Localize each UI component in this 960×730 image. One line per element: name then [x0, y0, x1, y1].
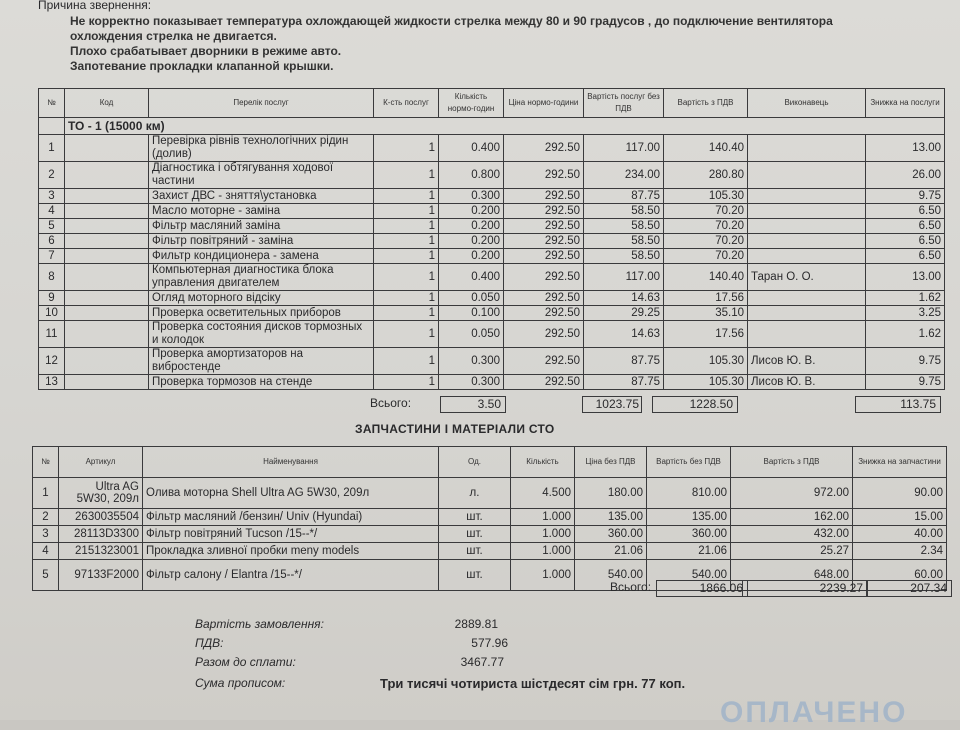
service-gross-cell: 140.40 [664, 264, 748, 291]
part-price-cell: 360.00 [575, 526, 647, 543]
part-unit-cell: л. [439, 478, 511, 509]
service-gross-cell: 35.10 [664, 306, 748, 321]
part-num-cell: 4 [33, 543, 59, 560]
service-row [39, 348, 945, 375]
service-price-cell: 292.50 [504, 189, 584, 204]
parts-total-net: 1866.06 [656, 580, 748, 597]
part-discount-cell: 40.00 [853, 526, 947, 543]
service-row [39, 189, 945, 204]
part-price-cell: 21.06 [575, 543, 647, 560]
service-num-cell: 6 [39, 234, 65, 249]
service-qty-cell: 1 [374, 348, 439, 375]
part-article-cell: 2151323001 [59, 543, 143, 560]
service-hours-cell: 0.050 [439, 321, 504, 348]
service-discount-cell: 3.25 [866, 306, 945, 321]
service-hours-cell: 0.050 [439, 291, 504, 306]
total-pay-label: Разом до сплати: [195, 655, 296, 669]
part-unit-cell: шт. [439, 560, 511, 591]
service-gross-cell: 105.30 [664, 375, 748, 390]
reason-title: Причина звернення: [38, 0, 152, 12]
part-price-cell: 180.00 [575, 478, 647, 509]
part-qty-cell: 4.500 [511, 478, 575, 509]
service-code-cell [65, 162, 149, 189]
part-net-cell: 810.00 [647, 478, 731, 509]
service-discount-cell: 9.75 [866, 189, 945, 204]
paid-stamp: ОПЛАЧЕНО [720, 696, 908, 729]
services-header-cell: № [39, 89, 65, 118]
services-header-cell: Перелік послуг [149, 89, 374, 118]
service-code-cell [65, 249, 149, 264]
service-row [39, 306, 945, 321]
service-code-cell [65, 375, 149, 390]
service-discount-cell: 9.75 [866, 375, 945, 390]
service-name-cell: Перевірка рівнів технологічних рідин (долив) [149, 135, 374, 162]
service-price-cell: 292.50 [504, 135, 584, 162]
service-hours-cell: 0.400 [439, 135, 504, 162]
part-name-cell: Фільтр масляний /бензин/ Univ (Hyundai) [143, 509, 439, 526]
part-net-cell: 360.00 [647, 526, 731, 543]
services-total-row [0, 396, 960, 412]
service-executor-cell [748, 249, 866, 264]
service-net-cell: 117.00 [584, 135, 664, 162]
part-qty-cell: 1.000 [511, 526, 575, 543]
service-net-cell: 234.00 [584, 162, 664, 189]
part-name-cell: Прокладка зливної пробки meny models [143, 543, 439, 560]
part-price-cell: 540.00 [575, 560, 647, 591]
part-discount-cell: 15.00 [853, 509, 947, 526]
service-hours-cell: 0.300 [439, 189, 504, 204]
service-num-cell: 7 [39, 249, 65, 264]
service-num-cell: 12 [39, 348, 65, 375]
service-qty-cell: 1 [374, 234, 439, 249]
service-num-cell: 13 [39, 375, 65, 390]
services-header-row [39, 89, 945, 118]
order-cost-value: 2889.81 [454, 617, 498, 631]
service-row [39, 249, 945, 264]
service-price-cell: 292.50 [504, 291, 584, 306]
section-title-cell: ТО - 1 (15000 км) [65, 118, 945, 135]
services-header-cell: Вартість послуг без ПДВ [584, 89, 664, 118]
part-discount-cell: 90.00 [853, 478, 947, 509]
service-price-cell: 292.50 [504, 306, 584, 321]
services-total-label: Всього: [370, 396, 412, 410]
service-name-cell: Компьютерная диагностика блока управления двигателем [149, 264, 374, 291]
part-gross-cell: 648.00 [731, 560, 853, 591]
part-article-cell: 97133F2000 [59, 560, 143, 591]
services-total-gross: 1228.50 [652, 396, 738, 413]
service-code-cell [65, 204, 149, 219]
service-hours-cell: 0.300 [439, 375, 504, 390]
service-row [39, 135, 945, 162]
service-net-cell: 14.63 [584, 321, 664, 348]
section-blank-cell [39, 118, 65, 135]
service-qty-cell: 1 [374, 249, 439, 264]
part-qty-cell: 1.000 [511, 543, 575, 560]
service-row [39, 291, 945, 306]
part-gross-cell: 162.00 [731, 509, 853, 526]
service-net-cell: 87.75 [584, 348, 664, 375]
service-discount-cell: 6.50 [866, 219, 945, 234]
service-row [39, 234, 945, 249]
part-gross-cell: 972.00 [731, 478, 853, 509]
service-name-cell: Діагностика і обтягування ходової частини [149, 162, 374, 189]
parts-total-discount: 207.34 [866, 580, 952, 597]
vat-value: 577.96 [471, 636, 508, 650]
service-num-cell: 1 [39, 135, 65, 162]
part-row [33, 509, 947, 526]
service-name-cell: Проверка состояния дисков тормозных и колодок [149, 321, 374, 348]
part-article-cell: Ultra AG 5W30, 209л [59, 478, 143, 509]
service-executor-cell [748, 321, 866, 348]
service-gross-cell: 70.20 [664, 249, 748, 264]
service-executor-cell: Таран О. О. [748, 264, 866, 291]
service-num-cell: 8 [39, 264, 65, 291]
service-num-cell: 9 [39, 291, 65, 306]
service-hours-cell: 0.100 [439, 306, 504, 321]
part-num-cell: 5 [33, 560, 59, 591]
service-gross-cell: 280.80 [664, 162, 748, 189]
service-discount-cell: 6.50 [866, 204, 945, 219]
services-header-cell: Код [65, 89, 149, 118]
sum-in-words-label: Сума прописом: [195, 676, 286, 690]
services-header-cell: Кількість нормо-годин [439, 89, 504, 118]
service-discount-cell: 13.00 [866, 135, 945, 162]
parts-total-row [0, 580, 960, 596]
service-price-cell: 292.50 [504, 375, 584, 390]
part-unit-cell: шт. [439, 543, 511, 560]
service-price-cell: 292.50 [504, 249, 584, 264]
service-net-cell: 58.50 [584, 234, 664, 249]
service-net-cell: 58.50 [584, 204, 664, 219]
services-total-hours: 3.50 [440, 396, 506, 413]
parts-header-cell: Вартість без ПДВ [647, 447, 731, 478]
part-net-cell: 135.00 [647, 509, 731, 526]
service-name-cell: Огляд моторного відсіку [149, 291, 374, 306]
part-row [33, 478, 947, 509]
service-qty-cell: 1 [374, 189, 439, 204]
services-header-cell: Вартість з ПДВ [664, 89, 748, 118]
part-unit-cell: шт. [439, 526, 511, 543]
service-executor-cell [748, 162, 866, 189]
service-gross-cell: 105.30 [664, 189, 748, 204]
service-name-cell: Захист ДВС - зняття\установка [149, 189, 374, 204]
parts-header-row [33, 447, 947, 478]
parts-total-gross: 2239.27 [742, 580, 868, 597]
service-row [39, 204, 945, 219]
service-code-cell [65, 234, 149, 249]
service-row [39, 162, 945, 189]
summary-pay-row [0, 655, 960, 675]
complaint-line: Не корректно показывает температура охлождающей жидкости стрелка между 80 и 90 градусов , до подключение вентилятора [70, 14, 833, 28]
service-gross-cell: 70.20 [664, 234, 748, 249]
service-row [39, 375, 945, 390]
service-discount-cell: 6.50 [866, 234, 945, 249]
service-hours-cell: 0.200 [439, 249, 504, 264]
service-num-cell: 2 [39, 162, 65, 189]
service-qty-cell: 1 [374, 264, 439, 291]
service-qty-cell: 1 [374, 135, 439, 162]
parts-section-title: ЗАПЧАСТИНИ І МАТЕРІАЛИ СТО [355, 422, 555, 436]
service-gross-cell: 70.20 [664, 219, 748, 234]
service-num-cell: 5 [39, 219, 65, 234]
service-num-cell: 4 [39, 204, 65, 219]
parts-total-label: Всього: [610, 580, 652, 594]
services-table [38, 88, 945, 390]
service-qty-cell: 1 [374, 204, 439, 219]
complaint-line: Запотевание прокладки клапанной крышки. [70, 59, 334, 73]
service-qty-cell: 1 [374, 321, 439, 348]
service-name-cell: Проверка тормозов на стенде [149, 375, 374, 390]
part-net-cell: 21.06 [647, 543, 731, 560]
parts-header-cell: Артикул [59, 447, 143, 478]
parts-table [32, 446, 947, 591]
service-net-cell: 29.25 [584, 306, 664, 321]
service-price-cell: 292.50 [504, 204, 584, 219]
service-code-cell [65, 264, 149, 291]
service-net-cell: 87.75 [584, 375, 664, 390]
service-gross-cell: 17.56 [664, 291, 748, 306]
services-total-net: 1023.75 [582, 396, 642, 413]
service-executor-cell: Лисов Ю. В. [748, 375, 866, 390]
part-gross-cell: 432.00 [731, 526, 853, 543]
service-price-cell: 292.50 [504, 348, 584, 375]
service-price-cell: 292.50 [504, 264, 584, 291]
service-net-cell: 58.50 [584, 219, 664, 234]
parts-header-cell: Знижка на запчастини [853, 447, 947, 478]
service-discount-cell: 1.62 [866, 321, 945, 348]
vat-label: ПДВ: [195, 636, 224, 650]
service-hours-cell: 0.200 [439, 204, 504, 219]
summary-order-row [0, 617, 960, 637]
service-gross-cell: 140.40 [664, 135, 748, 162]
part-num-cell: 2 [33, 509, 59, 526]
service-discount-cell: 26.00 [866, 162, 945, 189]
service-gross-cell: 105.30 [664, 348, 748, 375]
service-name-cell: Фільтр масляний заміна [149, 219, 374, 234]
part-net-cell: 540.00 [647, 560, 731, 591]
part-qty-cell: 1.000 [511, 560, 575, 591]
parts-header-cell: Ціна без ПДВ [575, 447, 647, 478]
service-num-cell: 10 [39, 306, 65, 321]
part-unit-cell: шт. [439, 509, 511, 526]
service-qty-cell: 1 [374, 306, 439, 321]
part-name-cell: Фільтр салону / Elantra /15--*/ [143, 560, 439, 591]
service-discount-cell: 6.50 [866, 249, 945, 264]
service-name-cell: Масло моторне - заміна [149, 204, 374, 219]
parts-header-cell: № [33, 447, 59, 478]
service-code-cell [65, 306, 149, 321]
service-name-cell: Проверка амортизаторов на вибростенде [149, 348, 374, 375]
service-row [39, 321, 945, 348]
service-executor-cell [748, 234, 866, 249]
part-num-cell: 3 [33, 526, 59, 543]
service-executor-cell: Лисов Ю. В. [748, 348, 866, 375]
service-net-cell: 14.63 [584, 291, 664, 306]
part-discount-cell: 2.34 [853, 543, 947, 560]
service-qty-cell: 1 [374, 291, 439, 306]
service-name-cell: Проверка осветительных приборов [149, 306, 374, 321]
service-net-cell: 58.50 [584, 249, 664, 264]
service-price-cell: 292.50 [504, 219, 584, 234]
service-price-cell: 292.50 [504, 321, 584, 348]
service-qty-cell: 1 [374, 162, 439, 189]
service-gross-cell: 70.20 [664, 204, 748, 219]
services-header-cell: К-сть послуг [374, 89, 439, 118]
part-name-cell: Олива моторна Shell Ultra AG 5W30, 209л [143, 478, 439, 509]
total-pay-value: 3467.77 [460, 655, 504, 669]
services-total-discount: 113.75 [855, 396, 941, 413]
service-executor-cell [748, 306, 866, 321]
service-executor-cell [748, 189, 866, 204]
part-name-cell: Фільтр повітряний Tucson /15--*/ [143, 526, 439, 543]
service-hours-cell: 0.400 [439, 264, 504, 291]
parts-header-cell: Кількість [511, 447, 575, 478]
service-qty-cell: 1 [374, 219, 439, 234]
service-num-cell: 3 [39, 189, 65, 204]
service-code-cell [65, 189, 149, 204]
service-discount-cell: 9.75 [866, 348, 945, 375]
service-code-cell [65, 321, 149, 348]
order-cost-label: Вартість замовлення: [195, 617, 324, 631]
services-header-cell: Виконавець [748, 89, 866, 118]
service-hours-cell: 0.300 [439, 348, 504, 375]
part-gross-cell: 25.27 [731, 543, 853, 560]
part-qty-cell: 1.000 [511, 509, 575, 526]
service-net-cell: 117.00 [584, 264, 664, 291]
service-price-cell: 292.50 [504, 162, 584, 189]
service-executor-cell [748, 291, 866, 306]
services-section-row [39, 118, 945, 135]
sum-in-words-value: Три тисячі чотириста шістдесят сім грн. 77 коп. [380, 676, 686, 691]
part-article-cell: 2630035504 [59, 509, 143, 526]
service-net-cell: 87.75 [584, 189, 664, 204]
part-article-cell: 28113D3300 [59, 526, 143, 543]
service-executor-cell [748, 219, 866, 234]
service-discount-cell: 1.62 [866, 291, 945, 306]
service-code-cell [65, 219, 149, 234]
service-code-cell [65, 291, 149, 306]
complaint-line: охлождения стрелка не двигается. [70, 29, 277, 43]
service-executor-cell [748, 204, 866, 219]
part-discount-cell: 60.00 [853, 560, 947, 591]
complaints-block [70, 14, 833, 74]
service-qty-cell: 1 [374, 375, 439, 390]
service-name-cell: Фильтр кондиционера - замена [149, 249, 374, 264]
service-executor-cell [748, 135, 866, 162]
part-row [33, 543, 947, 560]
part-row [33, 526, 947, 543]
service-price-cell: 292.50 [504, 234, 584, 249]
service-code-cell [65, 135, 149, 162]
services-header-cell: Знижка на послуги [866, 89, 945, 118]
service-hours-cell: 0.800 [439, 162, 504, 189]
part-num-cell: 1 [33, 478, 59, 509]
service-num-cell: 11 [39, 321, 65, 348]
service-code-cell [65, 348, 149, 375]
service-gross-cell: 17.56 [664, 321, 748, 348]
service-discount-cell: 13.00 [866, 264, 945, 291]
parts-header-cell: Од. [439, 447, 511, 478]
parts-header-cell: Вартість з ПДВ [731, 447, 853, 478]
complaint-line: Плохо срабатывает дворники в режиме авто. [70, 44, 342, 58]
service-name-cell: Фільтр повітряний - заміна [149, 234, 374, 249]
summary-words-row [0, 676, 960, 696]
parts-header-cell: Найменування [143, 447, 439, 478]
service-row [39, 264, 945, 291]
summary-vat-row [0, 636, 960, 656]
service-hours-cell: 0.200 [439, 219, 504, 234]
services-header-cell: Ціна нормо-години [504, 89, 584, 118]
service-hours-cell: 0.200 [439, 234, 504, 249]
service-row [39, 219, 945, 234]
part-price-cell: 135.00 [575, 509, 647, 526]
